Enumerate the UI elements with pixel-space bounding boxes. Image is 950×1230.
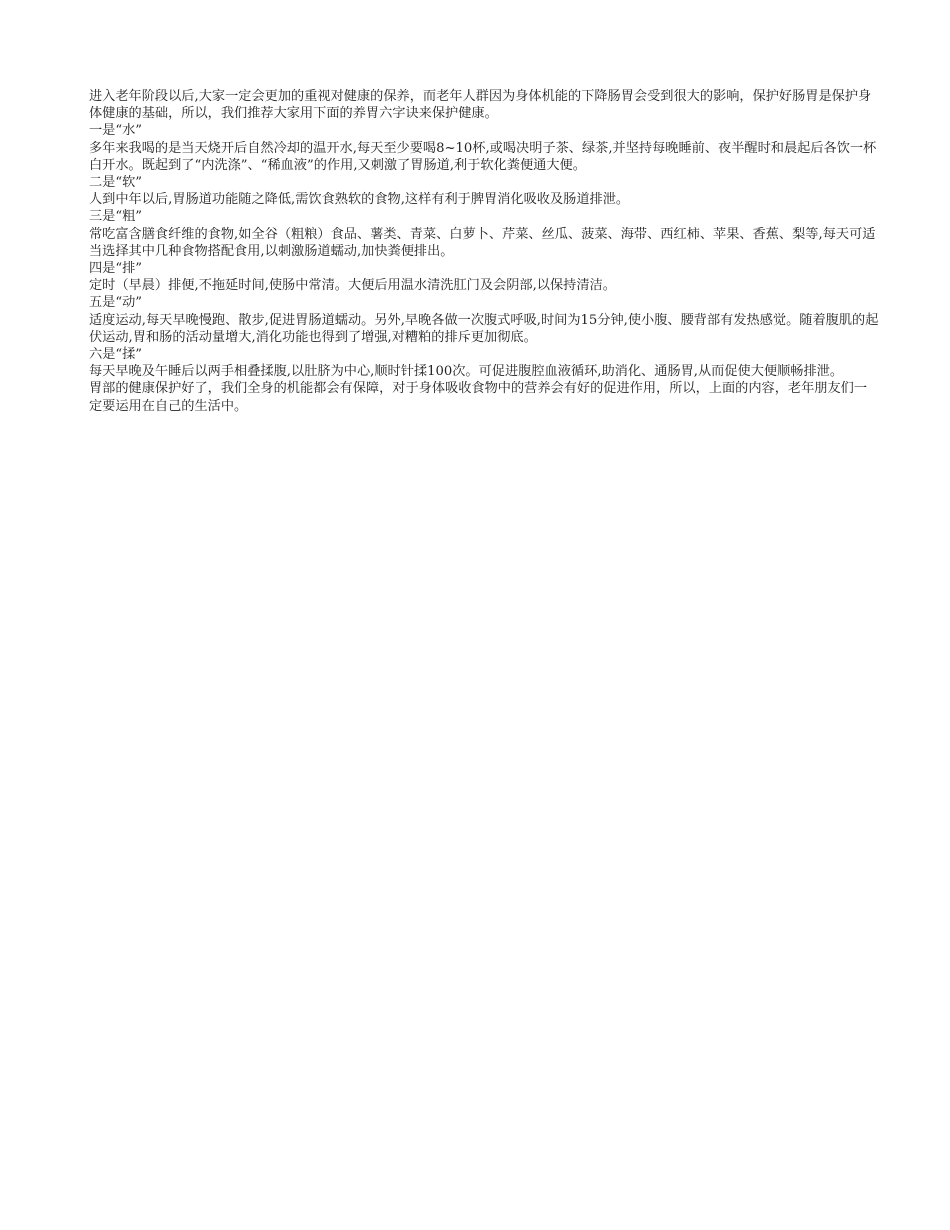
- section-body-excrete: 定时（早晨）排便,不拖延时间,使肠中常清。大便后用温水清洗肛门及会阴部,以保持清洁。: [89, 278, 616, 294]
- section-heading-move: 五是“动”: [89, 295, 143, 311]
- conclusion-paragraph: 胃部的健康保护好了，我们全身的机能都会有保障，对于身体吸收食物中的营养会有好的促进作用，所以，上面的内容，老年朋友们一定要运用在自己的生活中。: [89, 381, 868, 414]
- intro-paragraph: 进入老年阶段以后,大家一定会更加的重视对健康的保养，而老年人群因为身体机能的下降肠胃会受到很大的影响，保护好肠胃是保护身体健康的基础，所以，我们推荐大家用下面的养胃六字诀来保护健康。: [89, 89, 872, 122]
- section-body-rub: 每天早晚及午睡后以两手相叠揉腹,以肚脐为中心,顺时针揉100次。可促进腹腔血液循环,助消化、通肠胃,从而促使大便顺畅排泄。: [89, 364, 844, 380]
- section-heading-excrete: 四是“排”: [89, 261, 143, 277]
- section-heading-soft: 二是“软”: [89, 175, 143, 191]
- section-body-move: 适度运动,每天早晚慢跑、散步,促进胃肠道蠕动。另外,早晚各做一次腹式呼吸,时间为15分钟,使小腹、腰背部有发热感觉。随着腹肌的起伏运动,胃和肠的活动量增大,消化功能也得到了增强,对糟粕的排斥更加彻底。: [89, 312, 879, 345]
- section-body-coarse: 常吃富含膳食纤维的食物,如全谷（粗粮）食品、薯类、青菜、白萝卜、芹菜、丝瓜、菠菜、海带、西红柿、苹果、香蕉、梨等,每天可适当选择其中几种食物搭配食用,以刺激肠道蠕动,加快粪便排出。: [89, 226, 876, 259]
- section-heading-water: 一是“水”: [89, 123, 143, 139]
- section-body-water: 多年来我喝的是当天烧开后自然冷却的温开水,每天至少要喝8~10杯,或喝决明子茶、绿茶,并坚持每晚睡前、夜半醒时和晨起后各饮一杯白开水。既起到了“内洗涤”、“稀血液”的作用,又刺激了胃肠道,利于软化粪便通大便。: [89, 140, 877, 173]
- section-heading-coarse: 三是“粗”: [89, 209, 143, 225]
- section-body-soft: 人到中年以后,胃肠道功能随之降低,需饮食熟软的食物,这样有利于脾胃消化吸收及肠道排泄。: [89, 192, 630, 208]
- article-body: [89, 88, 879, 415]
- section-heading-rub: 六是“揉”: [89, 347, 143, 363]
